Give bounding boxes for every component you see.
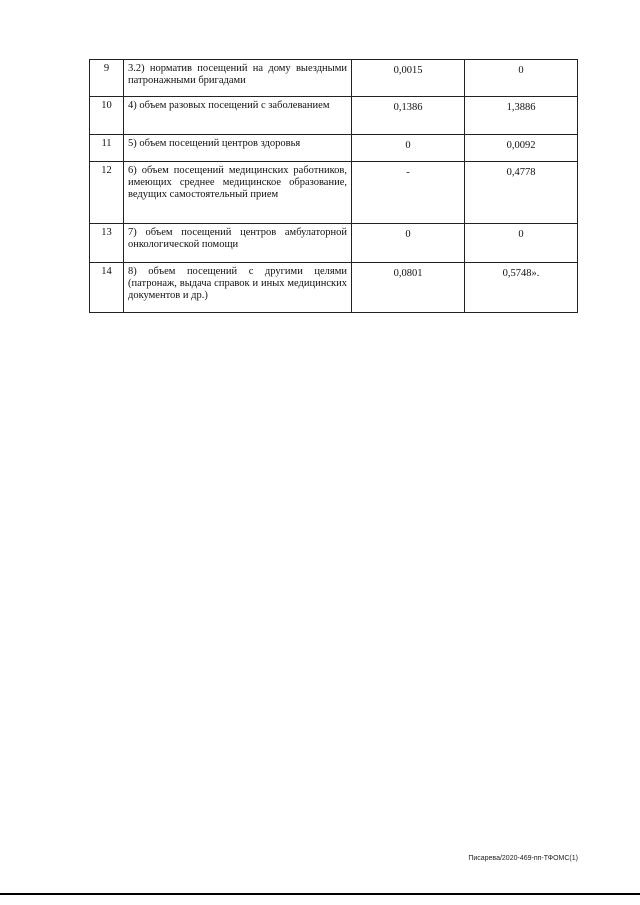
row-value-2: 0	[465, 224, 578, 263]
document-code: Писарева/2020-469-пп-ТФОМС(1)	[468, 855, 578, 862]
norms-table	[89, 59, 578, 313]
row-value-2: 1,3886	[465, 97, 578, 135]
table-row	[90, 224, 578, 263]
row-value-2: 0,4778	[465, 162, 578, 224]
row-description: 4) объем разовых посещений с заболеванием	[124, 97, 352, 135]
row-value-2: 0,0092	[465, 135, 578, 162]
row-description: 3.2) норматив посещений на дому выездными патронажными бригадами	[124, 60, 352, 97]
page-bottom-rule	[0, 893, 640, 895]
table-row	[90, 97, 578, 135]
row-value-1: 0,1386	[352, 97, 465, 135]
row-value-1: 0,0015	[352, 60, 465, 97]
row-number: 14	[90, 263, 124, 313]
table-row	[90, 162, 578, 224]
row-value-2: 0	[465, 60, 578, 97]
row-value-1: -	[352, 162, 465, 224]
table-row	[90, 135, 578, 162]
row-description: 6) объем посещений медицинских работников, имеющих среднее медицинское образование, ведущих самостоятельный прием	[124, 162, 352, 224]
row-number: 13	[90, 224, 124, 263]
row-description: 8) объем посещений с другими целями (патронаж, выдача справок и иных медицинских документов и др.)	[124, 263, 352, 313]
row-number: 11	[90, 135, 124, 162]
row-number: 10	[90, 97, 124, 135]
row-description: 5) объем посещений центров здоровья	[124, 135, 352, 162]
row-value-2: 0,5748».	[465, 263, 578, 313]
row-description: 7) объем посещений центров амбулаторной онкологической помощи	[124, 224, 352, 263]
table-row	[90, 263, 578, 313]
row-value-1: 0,0801	[352, 263, 465, 313]
row-number: 12	[90, 162, 124, 224]
table-row	[90, 60, 578, 97]
row-number: 9	[90, 60, 124, 97]
row-value-1: 0	[352, 224, 465, 263]
row-value-1: 0	[352, 135, 465, 162]
